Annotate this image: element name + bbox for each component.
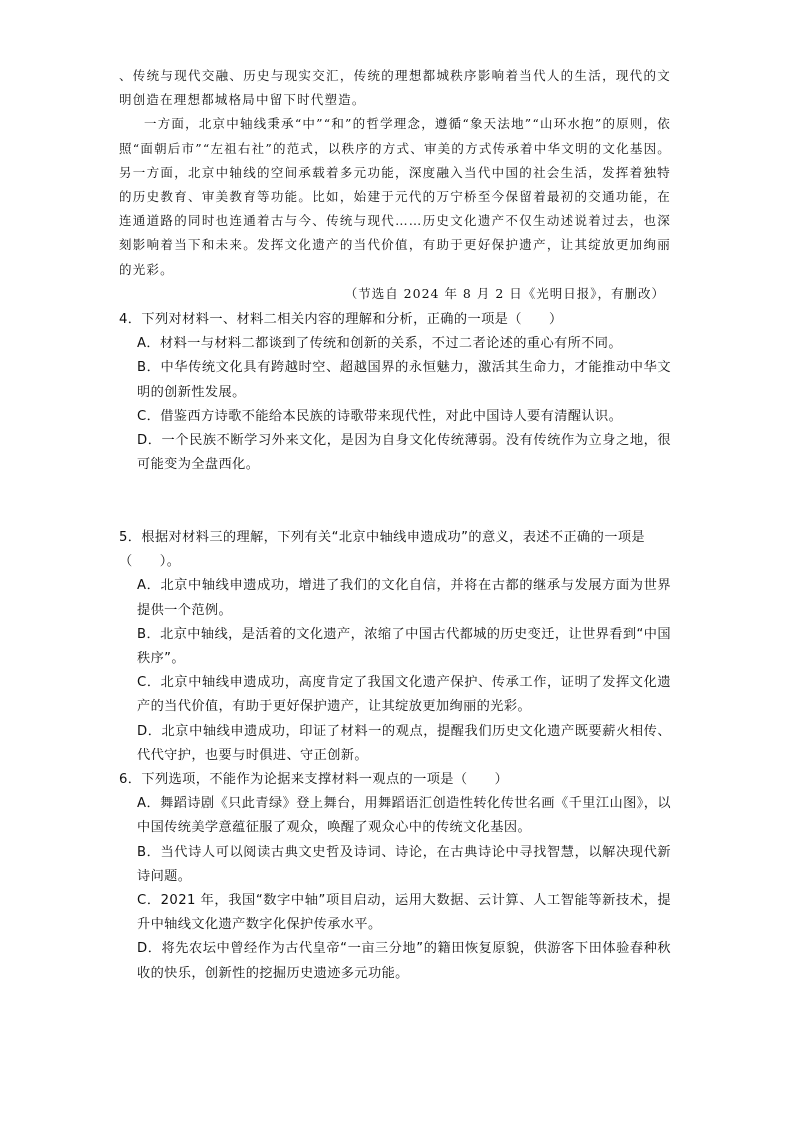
passage-source: （节选自 2024 年 8 月 2 日《光明日报》，有删改） <box>344 286 665 301</box>
question-4 <box>119 308 671 477</box>
question-6 <box>119 768 671 986</box>
option-a: A．材料一与材料二都谈到了传统和创新的关系，不过二者论述的重心有所不同。 <box>137 336 622 352</box>
passage-paragraph-2: 一方面，北京中轴线秉承“中”“和”的哲学理念，遵循“象天法地”“山环水抱”的原则，依照“面朝后市”“左祖右社”的范式，以秩序的方式、审美的方式传承着中华文明的文化基因。另一方面，北京中轴线的空间承载着多元功能，深度融入当代中国的社会生活，发挥着独特的历史教育、审美教育等功能。比如，始建于元代的万宁桥至今保留着最初的交通功能，在连通道路的同时也连通着古与今、传统与现代……历史文化遗产不仅生动述说着过去，也深刻影响着当下和未来。发挥文化遗产的当代价值，有助于更好保护遗产，让其绽放更加绚丽的光彩。 <box>119 116 671 277</box>
option-d: D．北京中轴线申遗成功，印证了材料一的观点，提醒我们历史文化遗产既要薪火相传、代代守护，也要与时俱进、守正创新。 <box>137 723 671 763</box>
option-a: A．舞蹈诗剧《只此青绿》登上舞台，用舞蹈语汇创造性转化传世名画《千里江山图》，以中国传统美学意蕴征服了观众，唤醒了观众心中的传统文化基因。 <box>137 796 671 836</box>
option-c: C．2021 年，我国“数字中轴”项目启动，运用大数据、云计算、人工智能等新技术，提升中轴线文化遗产数字化保护传承水平。 <box>137 893 671 933</box>
option-c: C．借鉴西方诗歌不能给本民族的诗歌带来现代性，对此中国诗人要有清醒认识。 <box>137 408 623 424</box>
question-stem: 5．根据对材料三的理解，下列有关“北京中轴线申遗成功”的意义，表述不正确的一项是（ ）。 <box>119 530 645 570</box>
passage-paragraph-1: 、传统与现代交融、历史与现实交汇，传统的理想都城秩序影响着当代人的生活，现代的文明创造在理想都城格局中留下时代塑造。 <box>119 68 671 108</box>
reading-passage <box>119 64 671 282</box>
option-c: C．北京中轴线申遗成功，高度肯定了我国文化遗产保护、传承工作，证明了发挥文化遗产的当代价值，有助于更好保护遗产，让其绽放更加绚丽的光彩。 <box>137 675 671 715</box>
option-d: D．将先农坛中曾经作为古代皇帝“一亩三分地”的籍田恢复原貌，供游客下田体验春种秋收的快乐，创新性的挖掘历史遗迹多元功能。 <box>137 941 671 981</box>
question-stem: 6．下列选项，不能作为论据来支撑材料一观点的一项是（ ） <box>119 772 509 787</box>
option-b: B．北京中轴线，是活着的文化遗产，浓缩了中国古代都城的历史变迁，让世界看到“中国秩序”。 <box>137 626 671 667</box>
option-b: B．当代诗人可以阅读古典文史哲及诗词、诗论，在古典诗论中寻找智慧，以解决现代新诗问题。 <box>137 844 671 884</box>
option-b: B．中华传统文化具有跨越时空、超越国界的永恒魅力，激活其生命力，才能推动中华文明的创新性发展。 <box>137 360 671 400</box>
option-d: D．一个民族不断学习外来文化，是因为自身文化传统薄弱。没有传统作为立身之地，很可能变为全盘西化。 <box>137 433 671 473</box>
question-stem: 4．下列对材料一、材料二相关内容的理解和分析，正确的一项是（ ） <box>119 312 563 327</box>
option-a: A．北京中轴线申遗成功，增进了我们的文化自信，并将在古都的继承与发展方面为世界提供一个范例。 <box>137 578 671 618</box>
question-5 <box>119 526 671 768</box>
